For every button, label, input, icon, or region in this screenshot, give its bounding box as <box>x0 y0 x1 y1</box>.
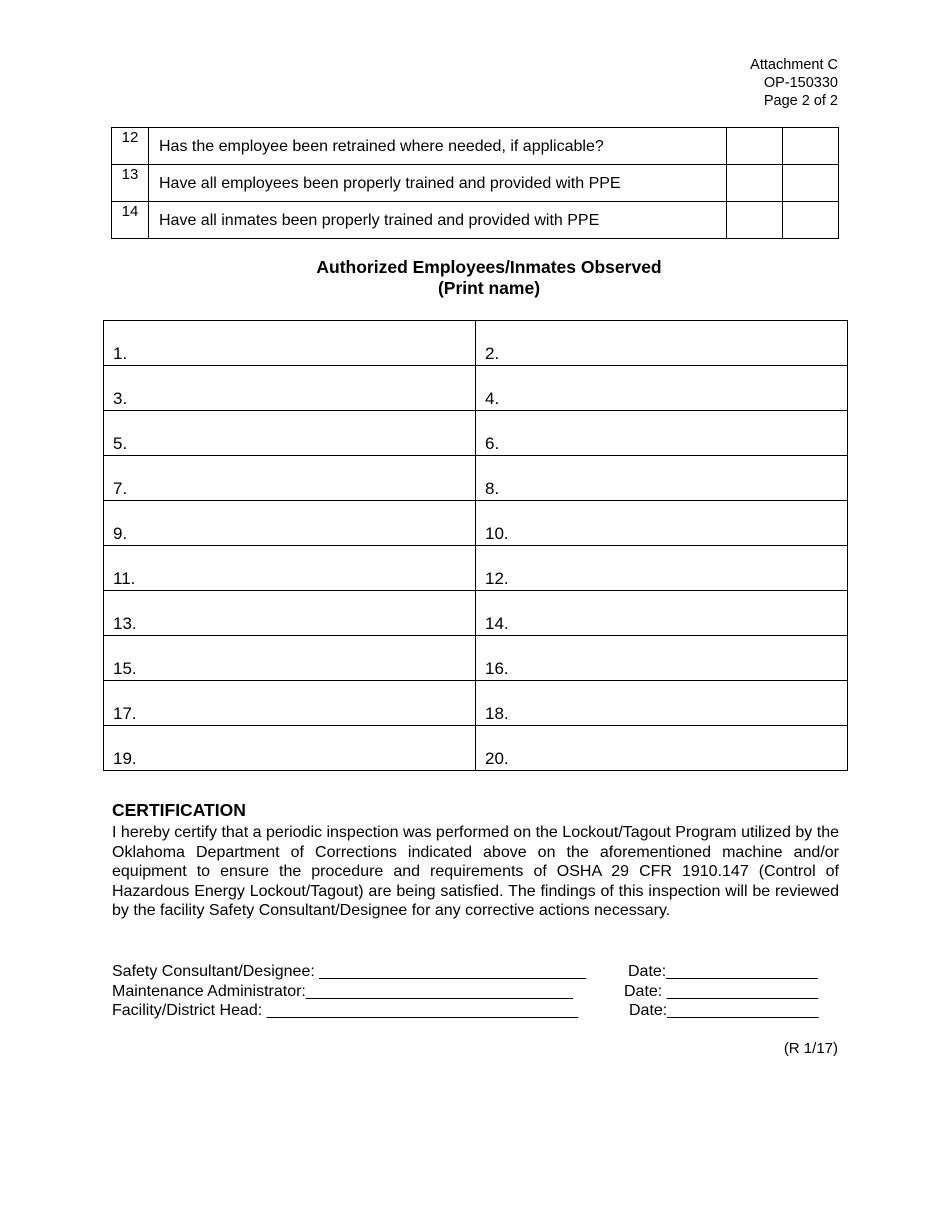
signature-line[interactable]: Maintenance Administrator:______________________________ <box>112 982 573 1000</box>
certification-title: CERTIFICATION <box>112 800 246 820</box>
item-number: 12 <box>112 128 149 165</box>
date-line[interactable]: Date: _________________ <box>624 982 818 1000</box>
signature-row-safety <box>112 962 842 982</box>
signature-row-maintenance <box>112 982 842 1002</box>
names-row <box>104 636 848 681</box>
no-box[interactable] <box>783 202 839 239</box>
item-question: Have all inmates been properly trained and provided with PPE <box>149 202 727 239</box>
name-field[interactable]: 2. <box>476 321 848 366</box>
item-number: 13 <box>112 165 149 202</box>
name-field[interactable]: 9. <box>104 501 476 546</box>
names-row <box>104 546 848 591</box>
name-field[interactable]: 5. <box>104 411 476 456</box>
names-row <box>104 321 848 366</box>
item-question: Has the employee been retrained where needed, if applicable? <box>149 128 727 165</box>
names-row <box>104 726 848 771</box>
observed-heading <box>0 257 950 299</box>
name-field[interactable]: 13. <box>104 591 476 636</box>
name-field[interactable]: 4. <box>476 366 848 411</box>
date-line[interactable]: Date:_________________ <box>628 963 818 980</box>
signature-block <box>112 962 842 1021</box>
name-field[interactable]: 12. <box>476 546 848 591</box>
no-box[interactable] <box>783 165 839 202</box>
yes-box[interactable] <box>727 165 783 202</box>
no-box[interactable] <box>783 128 839 165</box>
signature-line[interactable]: Safety Consultant/Designee: ______________________________ <box>112 963 587 980</box>
attachment-label: Attachment C <box>750 57 838 73</box>
name-field[interactable]: 6. <box>476 411 848 456</box>
name-field[interactable]: 11. <box>104 546 476 591</box>
item-number: 14 <box>112 202 149 239</box>
names-row <box>104 501 848 546</box>
certification-body: I hereby certify that a periodic inspection was performed on the Lockout/Tagout Program utilized by the Oklahoma Department of Corrections indicated above on the aforementioned machine and/or equipment to ensure the procedure and requirements of OSHA 29 CFR 1910.147 (Control of Hazardous Energy Lockout/Tagout) are being satisfied. The findings of this inspection will be reviewed by the facility Safety Consultant/Designee for any corrective actions necessary. <box>112 824 839 920</box>
observed-subtitle: (Print name) <box>437 278 541 298</box>
name-field[interactable]: 20. <box>476 726 848 771</box>
name-field[interactable]: 8. <box>476 456 848 501</box>
name-field[interactable]: 19. <box>104 726 476 771</box>
names-row <box>104 366 848 411</box>
checklist-row <box>112 128 839 165</box>
name-field[interactable]: 16. <box>476 636 848 681</box>
names-row <box>104 591 848 636</box>
names-row <box>104 681 848 726</box>
signature-row-facility-head <box>112 1001 842 1021</box>
observed-title: Authorized Employees/Inmates Observed <box>316 257 662 277</box>
yes-box[interactable] <box>727 202 783 239</box>
name-field[interactable]: 17. <box>104 681 476 726</box>
revision-label: (R 1/17) <box>783 1040 838 1057</box>
name-field[interactable]: 1. <box>104 321 476 366</box>
names-row <box>104 456 848 501</box>
page-number: Page 2 of 2 <box>763 93 838 109</box>
policy-number: OP-150330 <box>763 75 838 91</box>
document-header <box>750 56 838 110</box>
item-question: Have all employees been properly trained and provided with PPE <box>149 165 727 202</box>
name-field[interactable]: 18. <box>476 681 848 726</box>
yes-box[interactable] <box>727 128 783 165</box>
name-field[interactable]: 10. <box>476 501 848 546</box>
checklist-row <box>112 202 839 239</box>
checklist-table <box>111 127 839 239</box>
date-line[interactable]: Date:_________________ <box>629 1002 819 1019</box>
checklist-row <box>112 165 839 202</box>
observed-names-table <box>103 320 848 771</box>
certification-section <box>112 800 839 921</box>
name-field[interactable]: 15. <box>104 636 476 681</box>
name-field[interactable]: 7. <box>104 456 476 501</box>
name-field[interactable]: 14. <box>476 591 848 636</box>
names-row <box>104 411 848 456</box>
name-field[interactable]: 3. <box>104 366 476 411</box>
signature-line[interactable]: Facility/District Head: ___________________________________ <box>112 1002 579 1019</box>
